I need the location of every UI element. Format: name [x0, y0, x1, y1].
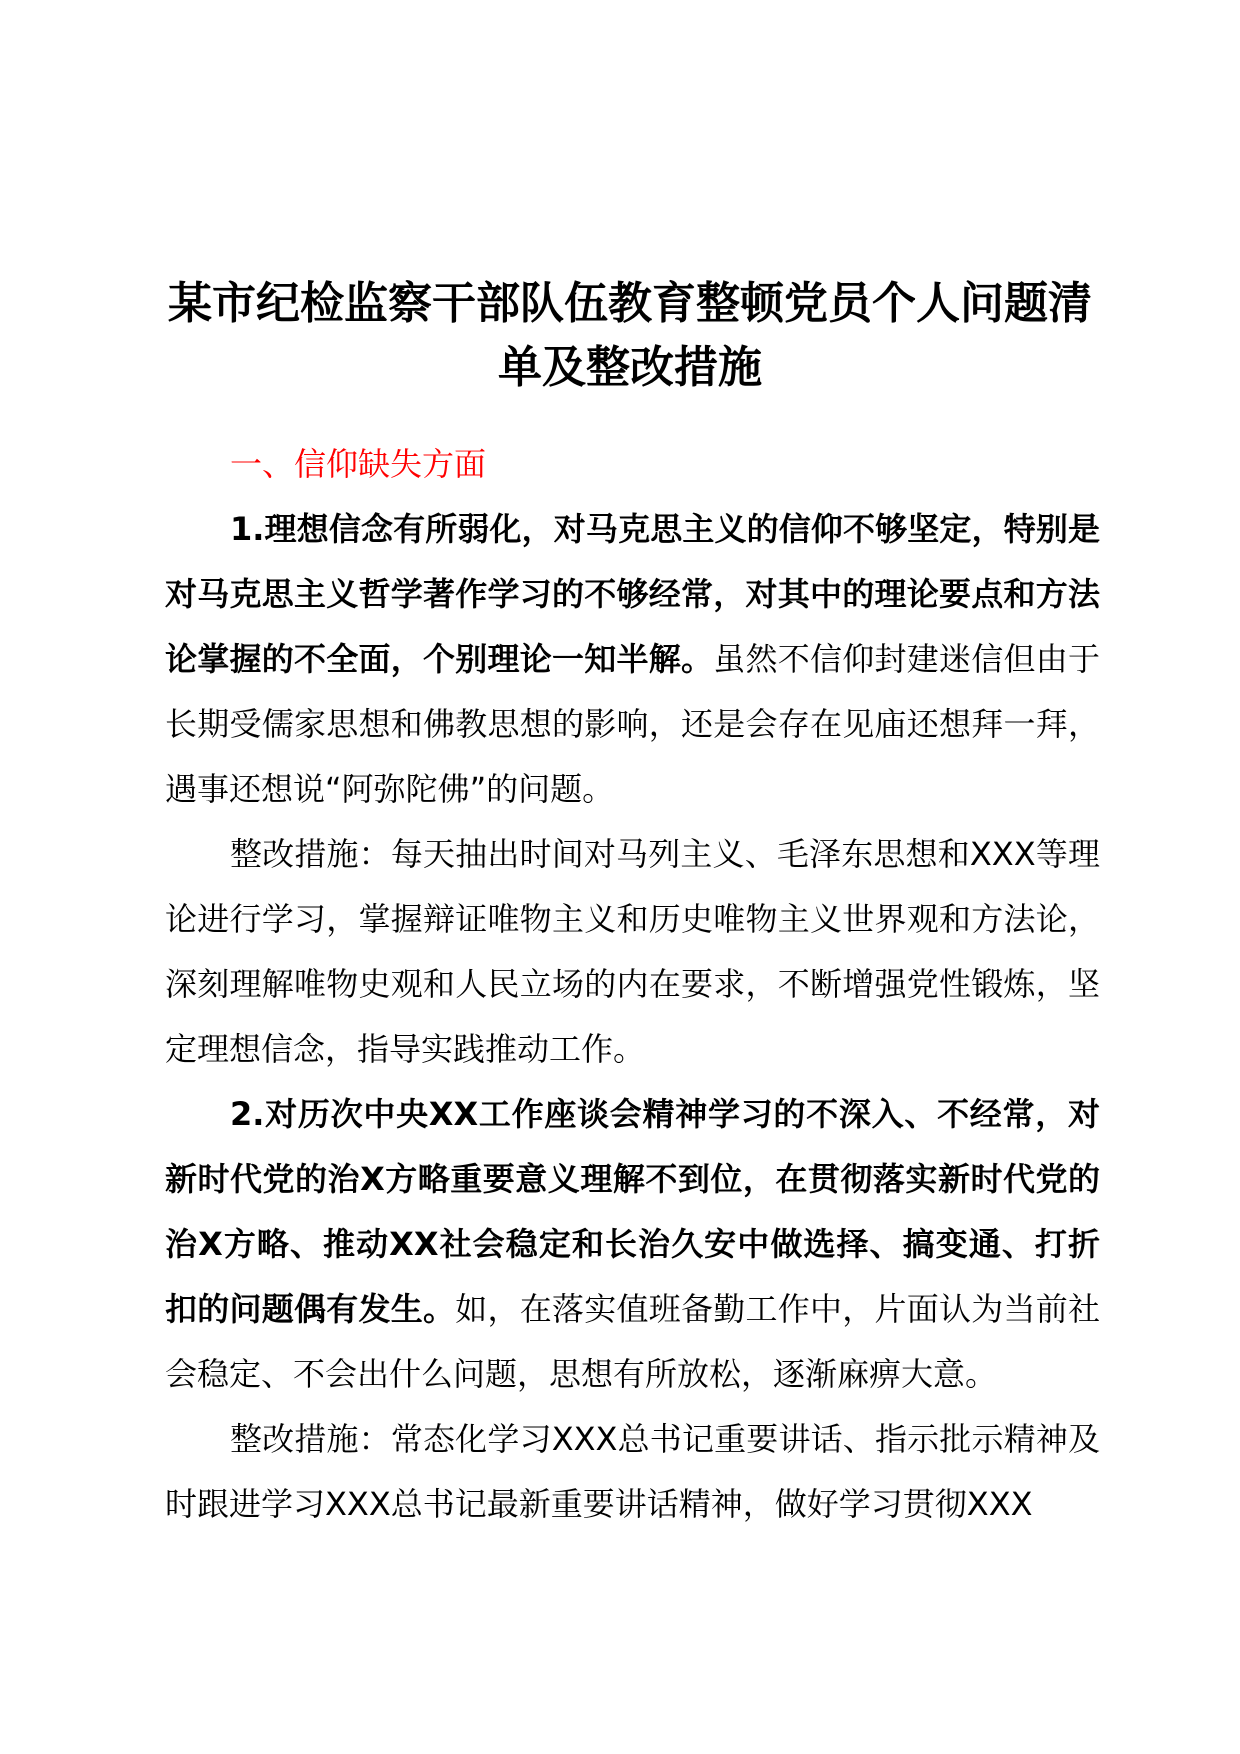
document-body	[165, 432, 1100, 1537]
issue-paragraph-1	[165, 497, 1100, 822]
measures-paragraph-1: 整改措施：每天抽出时间对马列主义、毛泽东思想和XXX等理论进行学习，掌握辩证唯物主义和历史唯物主义世界观和方法论，深刻理解唯物史观和人民立场的内在要求，不断增强党性锻炼，坚定理想信念，指导实践推动工作。	[165, 835, 1100, 1068]
issue-1-bold-text: 1.理想信念有所弱化，对马克思主义的信仰不够坚定，特别是对马克思主义哲学著作学习的不够经常，对其中的理论要点和方法论掌握的不全面，个别理论一知半解。	[165, 510, 1100, 678]
issue-1-detail-text: 虽然不信仰封建迷信但由于长期受儒家思想和佛教思想的影响，还是会存在见庙还想拜一拜，遇事还想说“阿弥陀佛”的问题。	[165, 640, 1100, 808]
document-title: 某市纪检监察干部队伍教育整顿党员个人问题清单及整改措施	[168, 278, 1092, 393]
section-heading: 一、信仰缺失方面	[230, 445, 487, 483]
issue-2-bold-text: 2.对历次中央XX工作座谈会精神学习的不深入、不经常，对新时代党的治X方略重要意义理解不到位，在贯彻落实新时代党的治X方略、推动XX社会稳定和长治久安中做选择、搞变通、打折扣的问题偶有发生。	[165, 1095, 1100, 1328]
issue-paragraph-2	[165, 1082, 1100, 1407]
measures-paragraph-2: 整改措施：常态化学习XXX总书记重要讲话、指示批示精神及时跟进学习XXX总书记最新重要讲话精神，做好学习贯彻XXX	[165, 1420, 1100, 1523]
issue-2-detail-text: 如，在落实值班备勤工作中，片面认为当前社会稳定、不会出什么问题，思想有所放松，逐渐麻痹大意。	[165, 1290, 1100, 1393]
